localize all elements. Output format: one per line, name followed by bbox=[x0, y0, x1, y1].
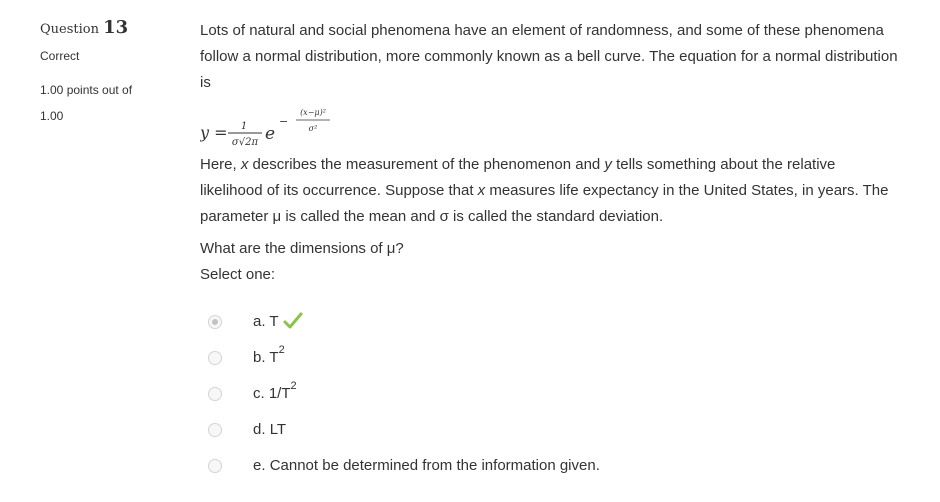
formula-exp-numerator: (x−μ)² bbox=[300, 108, 326, 117]
formula-exp-denominator: σ² bbox=[308, 124, 318, 133]
answer-letter: e. bbox=[253, 457, 266, 474]
radio-button[interactable] bbox=[208, 423, 222, 437]
formula-denominator: σ√2π bbox=[231, 137, 259, 148]
answer-option-a[interactable] bbox=[205, 312, 855, 348]
body-text-4: measures life expectancy in the United States, in years. The parameter μ is called the mean and σ is called the standard deviation. bbox=[200, 182, 889, 225]
formula-numerator: 1 bbox=[240, 121, 248, 132]
question-content bbox=[200, 18, 900, 288]
var-y: y bbox=[604, 156, 612, 173]
radio-button[interactable] bbox=[208, 315, 222, 329]
answer-option-d[interactable] bbox=[205, 420, 855, 456]
body-text-3: tells something about the relative likelihood of its occurrence. Suppose that bbox=[200, 156, 836, 199]
answer-text: LT bbox=[269, 421, 287, 438]
answer-label[interactable] bbox=[253, 380, 297, 404]
answer-text: 1/T bbox=[268, 385, 291, 402]
body-text-2: describes the measurement of the phenomenon and bbox=[248, 156, 605, 173]
question-intro: Lots of natural and social phenomena have an element of randomness, and some of these phenomena follow a normal distribution, more commonly known as a bell curve. The equation for a normal distribution is bbox=[200, 22, 898, 91]
question-label: Question bbox=[40, 22, 99, 37]
question-text: What are the dimensions of μ? bbox=[200, 240, 404, 257]
answer-superscript: 2 bbox=[290, 380, 297, 392]
var-x-2: x bbox=[477, 182, 486, 199]
var-x: x bbox=[240, 156, 249, 173]
formula-base: e bbox=[265, 124, 276, 144]
radio-button[interactable] bbox=[208, 459, 222, 473]
answer-letter: c. bbox=[253, 385, 265, 402]
formula-lhs: y = bbox=[200, 123, 228, 142]
answer-option-b[interactable] bbox=[205, 344, 855, 384]
select-one-prompt: Select one: bbox=[200, 266, 276, 283]
question-state: Correct bbox=[40, 49, 80, 63]
answer-label[interactable] bbox=[253, 312, 303, 336]
answer-option-e[interactable] bbox=[205, 456, 855, 492]
formula-svg bbox=[200, 104, 400, 152]
answer-option-c[interactable] bbox=[205, 380, 855, 420]
body-text-1: Here, bbox=[200, 156, 241, 173]
formula-exp-sign: − bbox=[279, 115, 289, 128]
checkmark-icon bbox=[283, 312, 303, 336]
radio-button[interactable] bbox=[208, 351, 222, 365]
grade-line-2: 1.00 bbox=[40, 109, 64, 123]
question-body bbox=[200, 152, 900, 230]
answer-label[interactable] bbox=[253, 456, 600, 476]
answer-list bbox=[205, 312, 855, 492]
answer-text: Cannot be determined from the information given. bbox=[269, 457, 600, 474]
question-info bbox=[40, 18, 190, 129]
normal-distribution-formula bbox=[200, 104, 900, 152]
question-number: 13 bbox=[103, 17, 129, 38]
answer-letter: d. bbox=[253, 421, 266, 438]
answer-letter: a. bbox=[253, 313, 266, 330]
answer-text: T bbox=[269, 349, 279, 366]
question-grade bbox=[40, 77, 190, 129]
question-number-line bbox=[40, 18, 190, 40]
answer-label[interactable] bbox=[253, 420, 286, 440]
answer-superscript: 2 bbox=[278, 344, 285, 356]
answer-label[interactable] bbox=[253, 344, 285, 368]
radio-button[interactable] bbox=[208, 387, 222, 401]
answer-letter: b. bbox=[253, 349, 266, 366]
answer-text: T bbox=[269, 313, 279, 330]
grade-line-1: 1.00 points out of bbox=[40, 83, 133, 97]
